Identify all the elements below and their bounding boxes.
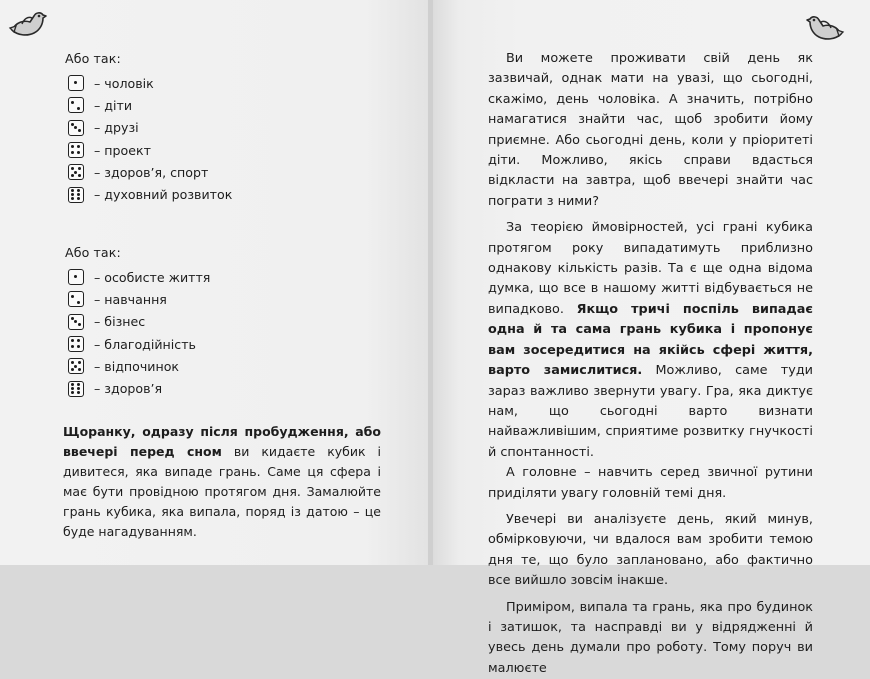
die-icon xyxy=(68,336,84,352)
paragraph xyxy=(488,218,813,463)
list-item xyxy=(68,117,232,139)
paragraph: Увечері ви аналізуєте день, який минув, обмірковуючи, чи вдалося вам зробити темою дня те, що було заплановано, або фактично все вийшло зовсім інакше. xyxy=(488,511,813,589)
die-icon xyxy=(68,75,84,91)
paragraph: Ви можете проживати свій день як зазвичай, однак мати на увазі, що сьогодні, скажімо, день чоловіка. А значить, потрібно намагатися знайти час, щоб зробити йому приємне. Або сьогодні день, коли у пріоритеті діти. Можливо, якісь справи вдасться відкласти на завтра, щоб ввечері знайти час пограти з ними? xyxy=(488,51,813,209)
list-item-label: – відпочинок xyxy=(94,358,180,374)
list-item xyxy=(68,355,210,377)
die-icon xyxy=(68,381,84,397)
intro-heading-1: Або так: xyxy=(65,51,121,66)
list-item xyxy=(68,288,210,310)
list-item-label: – друзі xyxy=(94,120,139,136)
list-item-label: – навчання xyxy=(94,291,167,307)
paragraph: А головне – навчить серед звичної рутини приділяти увагу головній темі дня. xyxy=(488,465,813,501)
die-icon xyxy=(68,164,84,180)
die-icon xyxy=(68,97,84,113)
list-item xyxy=(68,311,210,333)
die-icon xyxy=(68,142,84,158)
die-icon xyxy=(68,291,84,307)
list-item-label: – благодійність xyxy=(94,336,196,352)
intro-heading-2: Або так: xyxy=(65,245,121,260)
list-item-label: – чоловік xyxy=(94,75,154,91)
list-item-label: – здоров’я xyxy=(94,381,163,397)
list-item xyxy=(68,377,210,399)
dice-list-2 xyxy=(68,266,210,400)
list-item-label: – проект xyxy=(94,142,151,158)
die-icon xyxy=(68,358,84,374)
list-item xyxy=(68,139,232,161)
die-icon xyxy=(68,314,84,330)
list-item xyxy=(68,183,232,205)
list-item-label: – особисте життя xyxy=(94,269,211,285)
paragraph-text: За теорією ймовірностей, усі грані кубика протягом року випадатимуть приблизно однакову кількість разів. Та є ще одна відома думка, що все в нашому житті відбувається не випадково. xyxy=(488,220,813,317)
die-icon xyxy=(68,269,84,285)
dice-list-1 xyxy=(68,72,232,206)
paragraph-text: Можливо, саме туди зараз важливо звернути увагу. Гра, яка диктує нам, що сьогодні варто визнати найважливішим, сприятиме розвитку гнучкості й спонтанності. xyxy=(488,363,813,460)
list-item xyxy=(68,333,210,355)
list-item-label: – здоров’я, спорт xyxy=(94,164,209,180)
left-paragraph xyxy=(63,422,381,542)
list-item xyxy=(68,266,210,288)
list-item xyxy=(68,161,232,183)
paragraph-bold: Якщо тричі поспіль випадає одна й та сама грань кубика і пропонує вам зосередитися на якійсь сфері життя, варто замислитися. xyxy=(488,301,813,379)
list-item xyxy=(68,94,232,116)
left-paragraph-text: ви кидаєте кубик і дивитеся, яка випаде грань. Саме ця сфера і має бути провідною протягом дня. Замалюйте грань кубика, яка випала, поряд із датою – це буде нагадуванням. xyxy=(63,444,382,539)
paragraph: Приміром, випала та грань, яка про будинок і затишок, та насправді ви у відрядженні й увесь день думали про роботу. Тому поруч ви малюєте xyxy=(488,599,813,676)
bird-icon xyxy=(8,8,48,42)
list-item xyxy=(68,72,232,94)
left-paragraph-bold: Щоранку, одразу після пробудження, або ввечері перед сном xyxy=(63,424,381,459)
list-item-label: – діти xyxy=(94,97,133,113)
bird-icon xyxy=(805,12,845,46)
die-icon xyxy=(68,120,84,136)
list-item-label: – духовний розвиток xyxy=(94,187,233,203)
right-text-column xyxy=(488,49,813,679)
die-icon xyxy=(68,187,84,203)
list-item-label: – бізнес xyxy=(94,314,146,330)
